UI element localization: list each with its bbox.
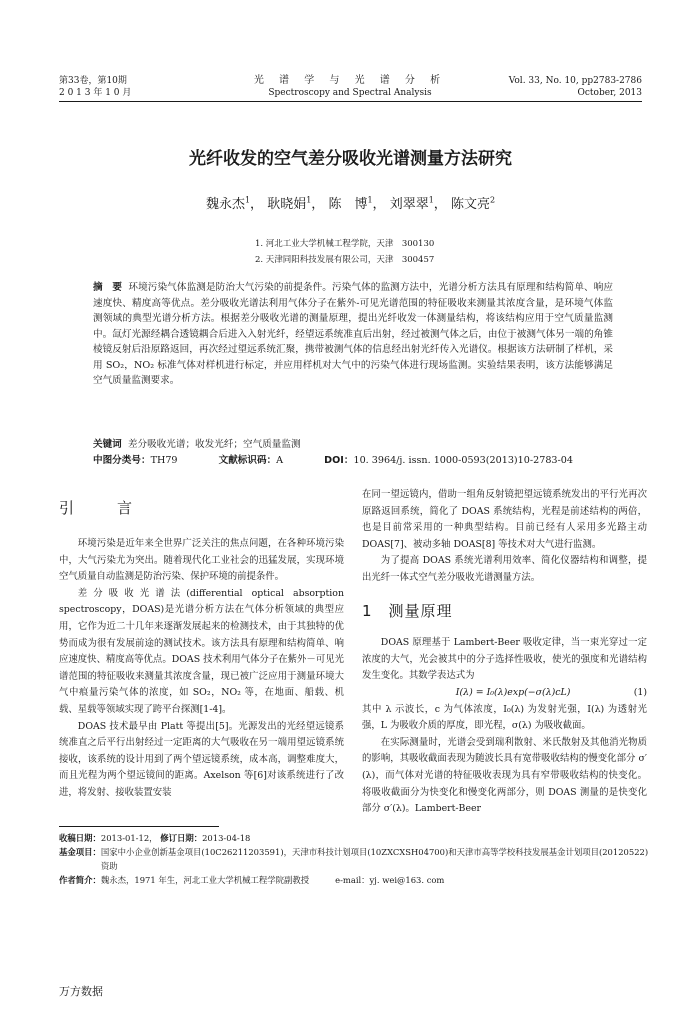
author: 刘翠翠$^1$ bbox=[389, 195, 434, 212]
author-bio-label: 作者简介： bbox=[59, 875, 101, 885]
clc-value: TH79 bbox=[150, 455, 178, 466]
funding-label: 基金项目： bbox=[59, 847, 101, 857]
affiliation: 2. 天津同阳科技发展有限公司，天津 300457 bbox=[255, 255, 435, 265]
journal-citation bbox=[420, 75, 642, 99]
keywords-text: 差分吸收光谱；收发光纤；空气质量监测 bbox=[127, 439, 301, 450]
paragraph: 在同一望远镜内，借助一组角反射镜把望远镜系统发出的平行光再次原路返回系统，简化了 DOAS 系统结构，光程是前述结构的两倍，也是目前常采用的一种典型结构。目前已经有人采用多光路主动 DOAS[7]、被动多轴 DOAS[8] 等技术对大气进行监测。 bbox=[362, 489, 647, 550]
journal-name-en: Spectroscopy and Spectral Analysis bbox=[268, 88, 432, 98]
publication-month: October, 2013 bbox=[577, 88, 642, 98]
left-column bbox=[59, 499, 344, 802]
author: 陈文亮$^2$ bbox=[450, 195, 496, 212]
doc-code-value: A bbox=[276, 455, 284, 466]
classification-line bbox=[93, 453, 633, 468]
header-rule bbox=[59, 101, 642, 102]
equation-number: (1) bbox=[633, 686, 647, 698]
footnote-rule bbox=[59, 826, 219, 827]
paragraph: DOAS 原理基于 Lambert-Beer 吸收定律，当一束光穿过一定浓度的大气，光会被其中的分子选择性吸收，使光的强度和光谱结构发生变化。其数学表达式为 bbox=[362, 637, 647, 682]
abstract-text: 环境污染气体监测是防治大气污染的前提条件。污染气体的监测方法中，光谱分析方法具有原理和结构简单、响应速度快、精度高等优点。差分吸收光谱法利用气体分子在紫外-可见光谱范围的特征吸收来测量其浓度含量，是环境气体监测领域的典型光谱分析方法。根据差分吸收光谱的测量原理，提出光纤收发一体测量结构，将该结构应用于空气质量监测中。氙灯光源经耦合透镜耦合后进入入射光纤，经望远系统准直后出射，经过被测气体之后，由位于被测气体另一端的角锥棱镜反射后沿原路返回，再次经过望远系统汇聚，携带被测气体的信息经出射光纤传入光谱仪。根据该方法研制了样机，采用 SO₂，NO₂ 标准气体对样机进行标定，并应用样机对大气中的污染气体进行现场监测。实验结果表明，该方法能够满足空气质量监测要求。 bbox=[93, 282, 614, 386]
abstract-label: 摘 要 bbox=[93, 282, 123, 293]
volume-issue: 第33卷，第10期 bbox=[59, 76, 127, 86]
paper-title: 光纤收发的空气差分吸收光谱测量方法研究 bbox=[189, 149, 512, 169]
received-date: 2013-01-12， bbox=[100, 833, 158, 843]
funding bbox=[59, 845, 649, 873]
watermark: 万方数据 bbox=[59, 985, 103, 998]
journal-volume-info bbox=[59, 75, 131, 99]
equation-formula: I(λ) = I₀(λ)exp(−σ(λ)cL) bbox=[455, 686, 571, 698]
author: 耿晓娟$^1$ bbox=[267, 195, 312, 212]
funding-text: 国家中小企业创新基金项目(10C26211203591)，天津市科技计划项目(10ZXCXSH04700)和天津市高等学校科技发展基金计划项目(20120522)资助 bbox=[100, 847, 649, 871]
author: 魏永杰$^1$ bbox=[205, 195, 251, 212]
affiliation: 1. 河北工业大学机械工程学院，天津 300130 bbox=[255, 239, 435, 249]
received-label: 收稿日期： bbox=[59, 833, 101, 843]
author-list: 魏永杰$^1$， 耿晓娟$^1$， 陈 博$^1$， 刘翠翠$^1$， 陈文亮$^2$ bbox=[205, 195, 496, 212]
section-heading-principle: 1 测量原理 bbox=[362, 601, 453, 620]
paragraph: 其中 λ 示波长，c 为气体浓度，I₀(λ) 为发射光强，I(λ) 为透射光强，L 为吸收介质的厚度，即光程，σ(λ) 为吸收截面。 bbox=[362, 703, 647, 732]
keywords-label: 关键词 bbox=[93, 439, 122, 450]
paragraph: DOAS 技术最早由 Platt 等提出[5]。光源发出的光经望远镜系统准直之后平行出射经过一定距离的大气吸收在另一端用望远镜系统接收，该系统的设计用到了两个望远镜系统，成本高，调整难度大，而且光程为两个望远镜间的距离。Axelson 等[6]对该系统进行了改进，将发射、接收装置安装 bbox=[59, 720, 344, 798]
author: 陈 博$^1$ bbox=[328, 195, 373, 212]
doi-value: 10. 3964/j. issn. 1000-0593(2013)10-2783-04 bbox=[353, 455, 573, 466]
issue-date: 2 0 1 3 年 1 0 月 bbox=[59, 88, 132, 98]
clc-label: 中图分类号： bbox=[93, 455, 151, 466]
paragraph: 在实际测量时，光谱会受到瑞利散射、米氏散射及其他消光物质的影响，其吸收截面表现为随波长具有宽带吸收结构的慢变化部分 σ′(λ)，而气体对光谱的特征吸收表现为具有窄带吸收结构的快变化。将吸收截面分为快变化和慢变化两部分，则 DOAS 测量的是快变化部分 σ′(λ)。Lambert-Beer bbox=[362, 736, 647, 815]
section-heading-introduction: 引 言 bbox=[59, 499, 147, 517]
author-bio-text: 魏永杰，1971 年生，河北工业大学机械工程学院副教授 bbox=[100, 875, 310, 885]
doi-label: DOI： bbox=[324, 455, 354, 466]
footnotes bbox=[59, 831, 649, 887]
volume-pages: Vol. 33, No. 10, pp2783-2786 bbox=[508, 76, 642, 86]
doc-code-label: 文献标识码： bbox=[218, 455, 277, 466]
keywords bbox=[93, 437, 613, 452]
paragraph: 环境污染是近年来全世界广泛关注的焦点问题，在各种环境污染中，大气污染尤为突出。随着现代化工业社会的迅猛发展，实现环境空气质量自动监测是防治污染、保护环境的前提条件。 bbox=[59, 538, 344, 583]
revised-date: 2013-04-18 bbox=[202, 833, 251, 843]
right-column bbox=[362, 487, 647, 818]
abstract bbox=[93, 280, 613, 389]
paragraph: 差分吸收光谱法(differential optical absorption spectroscopy，DOAS)是光谱分析方法在气体分析领域的典型应用，它作为近二十几年来逐渐发展起来的检测技术，由于其独特的优势而成为很有发展前途的测试技术。该方法具有原理和结构简单、响应速度快、精度高等优点。DOAS 技术利用气体分子在紫外－可见光谱范围的特征吸收来测量其浓度含量，现已被广泛应用于测量环境大气中痕量污染气体的浓度，如 SO₂，NO₂ 等，在地面、船载、机载、星载等领域实现了跨平台探测[1-4]。 bbox=[59, 587, 344, 715]
author-bio bbox=[59, 873, 649, 887]
revised-label: 修订日期： bbox=[160, 833, 203, 843]
paragraph: 为了提高 DOAS 系统光谱利用效率、简化仪器结构和调整，提出光纤一体式空气差分吸收光谱测量方法。 bbox=[362, 555, 647, 583]
dates bbox=[59, 831, 649, 845]
journal-name-cn: 光 谱 学 与 光 谱 分 析 bbox=[253, 75, 447, 86]
equation bbox=[362, 685, 647, 702]
author-email: e-mail：yj. wei@163. com bbox=[335, 875, 445, 885]
